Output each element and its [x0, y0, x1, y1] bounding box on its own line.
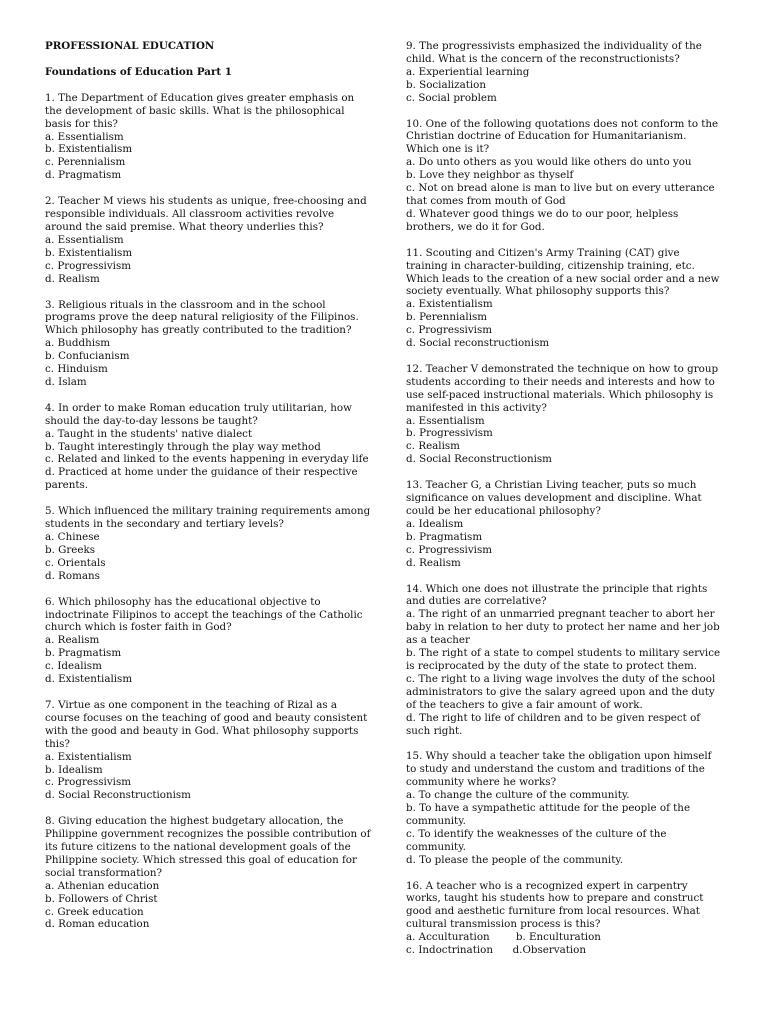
answer-option: c. Hinduism: [45, 363, 108, 376]
answer-option: b. The right of a state to compel students to military service is reciprocated by the duty of the state to protect them.: [406, 647, 721, 672]
answer-option: c. Social problem: [406, 91, 497, 104]
left-question-list: [45, 92, 372, 932]
question-item: [406, 363, 722, 466]
answer-option: a. Realism: [45, 634, 100, 647]
page-subtitle: Foundations of Education Part 1: [45, 65, 232, 78]
answer-option: a. Essentialism: [406, 414, 485, 427]
question-stem: 15. Why should a teacher take the obligation upon himself to study and understand the custom and traditions of the community where he works?: [406, 750, 712, 789]
question-item: [406, 583, 722, 738]
question-item: [45, 815, 372, 931]
answer-option: a. Taught in the students' native dialect: [45, 427, 253, 440]
answer-option: d. Social Reconstructionism: [406, 453, 552, 466]
question-item: [406, 118, 722, 234]
question-item: [406, 880, 722, 957]
page-title: PROFESSIONAL EDUCATION: [45, 40, 215, 52]
answer-option: a. Experiential learning: [406, 65, 530, 78]
answer-option: b. To have a sympathetic attitude for the people of the community.: [406, 802, 691, 827]
question-stem: 8. Giving education the highest budgetary allocation, the Philippine government recognizes the possible contribution of its future citizens to the national development goals of the Philippine society. Which stressed this goal of education for social transformation?: [45, 815, 371, 879]
answer-option: d. Social Reconstructionism: [45, 789, 191, 802]
question-item: [406, 479, 722, 569]
question-item: [45, 402, 372, 492]
answer-option: a. Do unto others as you would like others do unto you: [406, 156, 692, 169]
right-question-list: [406, 40, 722, 957]
question-stem: 12. Teacher V demonstrated the technique on how to group students according to their needs and interests and how to use self-paced instructional materials. Which philosophy is manifested in this activity?: [406, 362, 719, 414]
question-item: [45, 699, 372, 802]
answer-option: b. Greeks: [45, 543, 95, 556]
answer-option: d. Islam: [45, 375, 87, 388]
answer-option: c. The right to a living wage involves the duty of the school administrators to give the salary agreed upon and the duty of the teachers to give a fair amount of work.: [406, 672, 716, 711]
question-stem: 1. The Department of Education gives greater emphasis on the development of basic skills. What is the philosophical basis for this?: [45, 91, 355, 130]
answer-option: d. Realism: [45, 272, 100, 285]
question-item: [45, 195, 372, 285]
answer-option: d. Pragmatism: [45, 169, 122, 182]
question-item: [45, 299, 372, 389]
question-item: [406, 247, 722, 350]
answer-option: a. Essentialism: [45, 130, 124, 143]
answer-option: a. The right of an unmarried pregnant teacher to abort her baby in relation to her duty to protect her name and her job as a teacher: [406, 608, 720, 647]
answer-option: d. Whatever good things we do to our poor, helpless brothers, we do it for God.: [406, 207, 679, 233]
answer-option: b. Existentialism: [45, 143, 133, 156]
answer-option: c. Related and linked to the events happening in everyday life: [45, 453, 369, 466]
question-stem: 9. The progressivists emphasized the individuality of the child. What is the concern of the reconstructionists?: [406, 40, 702, 65]
answer-option: b. Pragmatism: [45, 647, 122, 660]
answer-option: d. Roman education: [45, 918, 150, 931]
question-item: [45, 505, 372, 582]
answer-option: b. Confucianism: [45, 350, 130, 363]
answer-option: c. Indoctrination d.Observation: [406, 944, 587, 957]
answer-option: d. Existentialism: [45, 673, 133, 686]
answer-option: c. Orientals: [45, 556, 106, 569]
answer-option: c. Progressivism: [406, 324, 492, 337]
answer-option: a. Chinese: [45, 531, 100, 543]
question-item: [45, 596, 372, 686]
question-stem: 14. Which one does not illustrate the principle that rights and duties are correlative?: [406, 582, 708, 608]
answer-option: d. The right to life of children and to be given respect of such right.: [406, 711, 701, 737]
answer-option: b. Existentialism: [45, 246, 133, 259]
question-item: [45, 92, 372, 182]
answer-option: c. Idealism: [45, 660, 102, 673]
answer-option: c. Not on bread alone is man to live but on every utterance that comes from mouth of God: [406, 182, 715, 207]
question-item: [406, 40, 722, 105]
right-column: [406, 40, 722, 957]
answer-option: b. Followers of Christ: [45, 892, 158, 905]
answer-option: b. Idealism: [45, 763, 103, 776]
answer-option: c. Greek education: [45, 905, 144, 918]
answer-option: c. Realism: [406, 440, 460, 453]
question-stem: 5. Which influenced the military training requirements among students in the secondary and tertiary levels?: [45, 505, 371, 531]
question-stem: 6. Which philosophy has the educational objective to indoctrinate Filipinos to accept the teachings of the Catholic church which is foster faith in God?: [45, 595, 363, 634]
answer-option: a. Essentialism: [45, 233, 124, 246]
answer-option: b. Socialization: [406, 78, 487, 91]
answer-option: c. Progressivism: [45, 776, 131, 789]
answer-option: a. Buddhism: [45, 337, 111, 350]
answer-option: d. To please the people of the community.: [406, 853, 624, 866]
answer-option: c. Progressivism: [45, 259, 131, 272]
question-stem: 11. Scouting and Citizen's Army Training (CAT) give training in character-building, citizenship training, etc. Which leads to the creation of a new social order and a new society eventually. What philosophy supports this?: [406, 246, 720, 298]
answer-option: d. Practiced at home under the guidance of their respective parents.: [45, 466, 358, 492]
answer-option: c. Perennialism: [45, 156, 126, 169]
question-stem: 10. One of the following quotations does not conform to the Christian doctrine of Education for Humanitarianism. Which one is it?: [406, 117, 719, 156]
answer-option: b. Pragmatism: [406, 530, 483, 543]
question-stem: 2. Teacher M views his students as unique, free-choosing and responsible individuals. All classroom activities revolve around the said premise. What theory underlies this?: [45, 195, 367, 233]
question-stem: 16. A teacher who is a recognized expert in carpentry works, taught his students how to prepare and construct good and aesthetic furniture from local resources. What cultural transmission process is this?: [406, 879, 704, 931]
question-stem: 7. Virtue as one component in the teaching of Rizal as a course focuses on the teaching of good and beauty consistent with the good and beauty in God. What philosophy supports this?: [45, 698, 368, 750]
question-stem: 13. Teacher G, a Christian Living teacher, puts so much significance on values development and discipline. What could be her educational philosophy?: [406, 479, 702, 517]
question-item: [406, 750, 722, 866]
answer-option: d. Romans: [45, 569, 100, 582]
answer-option: a. To change the culture of the community.: [406, 789, 630, 802]
answer-option: a. Existentialism: [406, 298, 493, 311]
answer-option: a. Idealism: [406, 517, 464, 530]
question-stem: 3. Religious rituals in the classroom and in the school programs prove the deep natural religiosity of the Filipinos. Which philosophy has greatly contributed to the tradition?: [45, 298, 359, 337]
answer-option: b. Taught interestingly through the play way method: [45, 440, 321, 453]
answer-option: d. Social reconstructionism: [406, 337, 550, 350]
answer-option: c. To identify the weaknesses of the culture of the community.: [406, 827, 667, 853]
answer-option: b. Perennialism: [406, 311, 488, 324]
answer-option: a. Acculturation b. Enculturation: [406, 931, 601, 944]
answer-option: c. Progressivism: [406, 543, 492, 556]
answer-option: d. Realism: [406, 556, 461, 569]
answer-option: a. Existentialism: [45, 750, 132, 763]
question-stem: 4. In order to make Roman education truly utilitarian, how should the day-to-day lessons be taught?: [45, 401, 352, 427]
answer-option: a. Athenian education: [45, 879, 160, 892]
answer-option: b. Progressivism: [406, 427, 493, 440]
left-column: [45, 40, 372, 931]
answer-option: b. Love they neighbor as thyself: [406, 169, 574, 182]
